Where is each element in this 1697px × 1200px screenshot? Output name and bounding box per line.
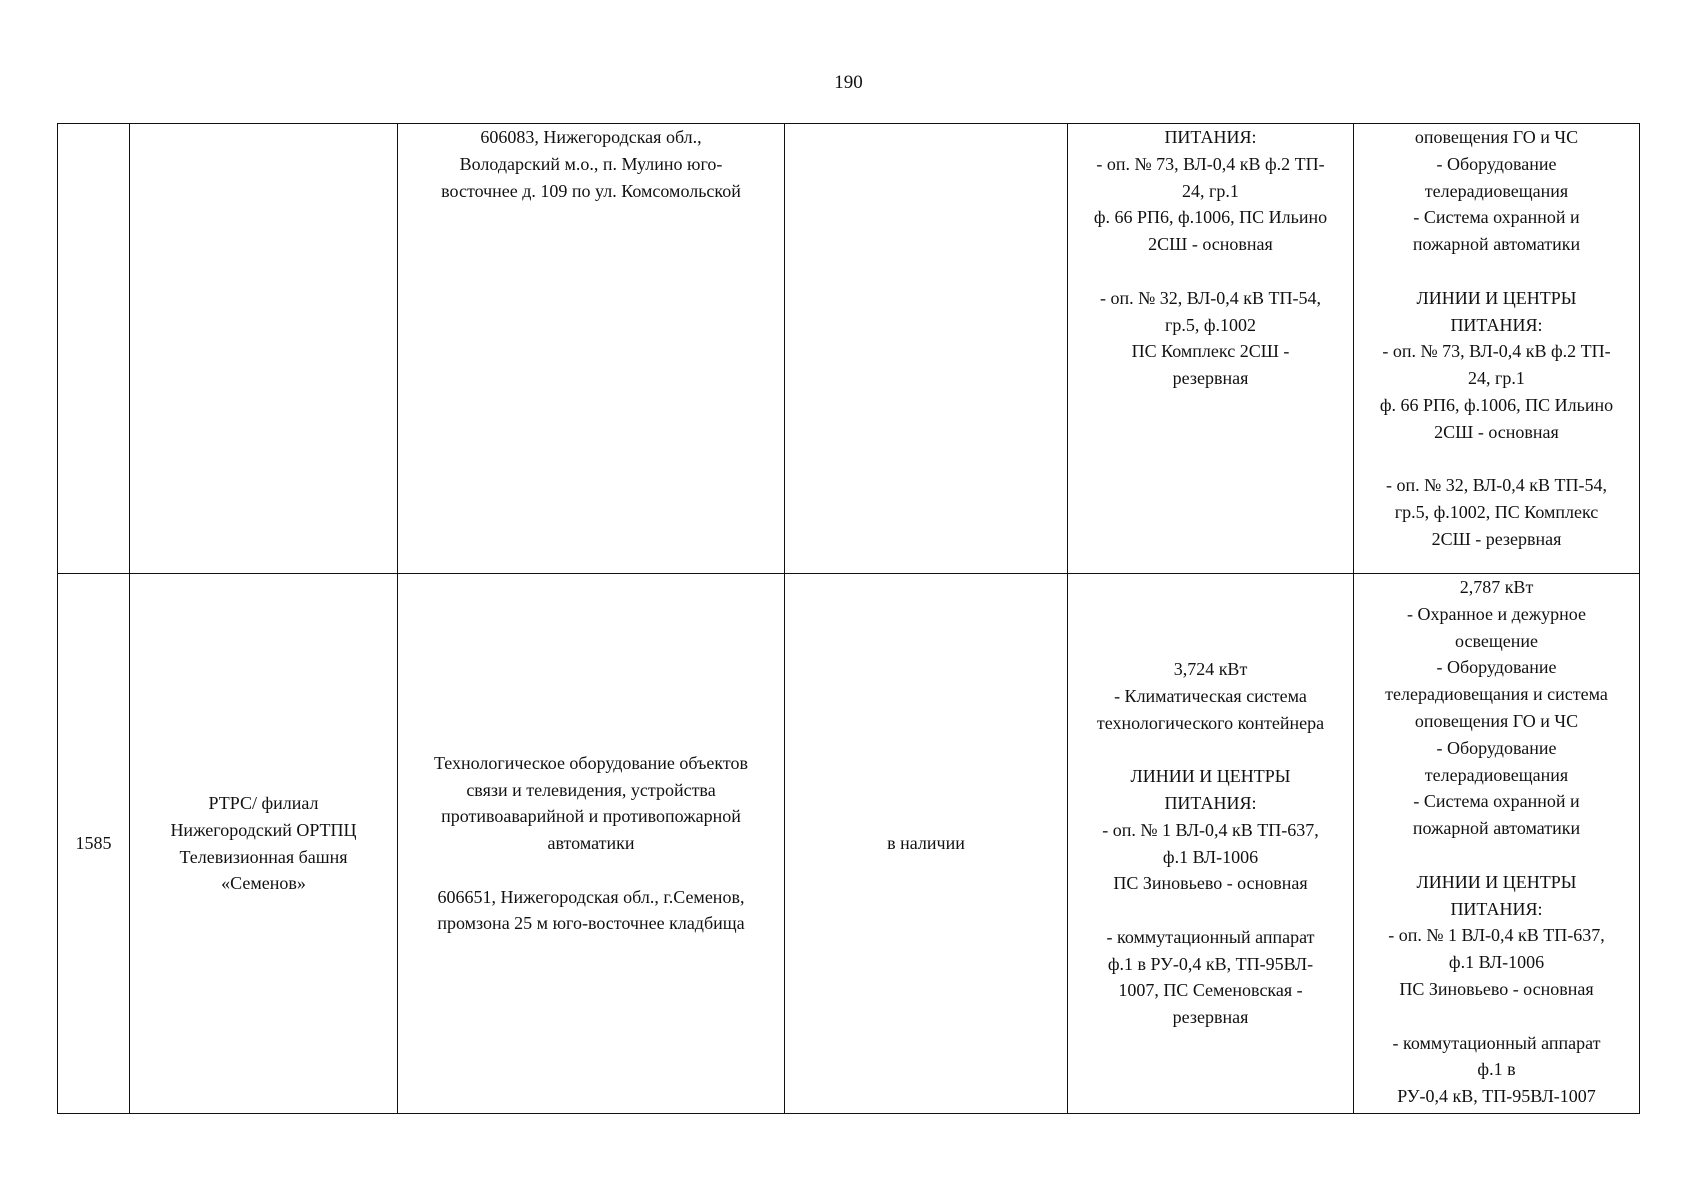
address-line: 606083, Нижегородская обл., [480,127,702,147]
table-row [58,124,1640,574]
power-line: - оп. № 32, ВЛ-0,4 кВ ТП-54, [1385,475,1608,496]
power-line: - оп. № 1 ВЛ-0,4 кВ ТП-637, [1388,925,1605,946]
power-line: гр.5, ф.1002, ПС Комплекс [1394,502,1599,523]
owner-line: Телевизионная башня [179,846,348,867]
owner-line: «Семенов» [221,873,306,894]
document-table [57,123,1640,1114]
owner-line: РТРС/ филиал [208,792,319,813]
power-line: телерадиовещания [1424,764,1569,785]
power-b-cell [1354,124,1640,574]
power-line: пожарной автоматики [1412,234,1581,255]
power-line: - Оборудование [1436,737,1557,758]
power-line: - Оборудование [1436,657,1557,678]
power-line: 2СШ - резервная [1431,528,1562,549]
address-line: восточнее д. 109 по ул. Комсомольской [441,180,741,201]
power-line: - Охранное и дежурное [1406,603,1586,624]
equipment-line: автоматики [547,833,635,854]
power-line: ПС Зиновьево - основная [1113,873,1308,894]
power-line: - оп. № 73, ВЛ-0,4 кВ ф.2 ТП- [1382,341,1611,362]
power-line: ф. 66 РП6, ф.1006, ПС Ильино [1379,394,1614,415]
power-line: 2СШ - основная [1434,421,1559,442]
power-line: ПС Зиновьево - основная [1399,978,1594,999]
power-line: гр.5, ф.1002 [1164,314,1257,335]
power-line: ПИТАНИЯ: [1450,314,1543,335]
power-line: 24, гр.1 [1182,180,1239,201]
power-line: 2СШ - основная [1148,234,1273,255]
power-line: - Система охранной и [1413,207,1580,228]
power-line: ПИТАНИЯ: [1164,792,1257,813]
power-line: пожарной автоматики [1412,818,1581,839]
power-line: - коммутационный аппарат [1392,1032,1601,1053]
equipment-address-cell [398,574,785,1114]
power-line: оповещения ГО и ЧС [1414,127,1579,147]
power-a-cell [1068,574,1354,1114]
power-a-cell [1068,124,1354,574]
equipment-line: противоаварийной и противопожарной [441,806,741,827]
power-line: РУ-0,4 кВ, ТП-95ВЛ-1007 [1397,1086,1596,1107]
status-cell: в наличии [785,574,1068,1114]
power-line: ПИТАНИЯ: [1450,898,1543,919]
power-line: - Система охранной и [1413,791,1580,812]
power-line: ПИТАНИЯ: [1164,127,1257,147]
power-line: - Климатическая система [1114,685,1307,706]
row-number-cell [58,124,130,574]
power-line: ф. 66 РП6, ф.1006, ПС Ильино [1093,207,1328,228]
status-cell [785,124,1068,574]
power-line: 2,787 кВт [1459,577,1534,597]
power-line: освещение [1455,630,1538,651]
row-number-cell: 1585 [58,574,130,1114]
page-number: 190 [834,72,863,93]
power-line: резервная [1172,1007,1249,1028]
power-b-cell [1354,574,1640,1114]
equipment-address-cell [398,124,785,574]
power-line: оповещения ГО и ЧС [1414,710,1579,731]
table-row [58,574,1640,1114]
power-line: ЛИНИИ И ЦЕНТРЫ [1416,871,1577,892]
power-line: ф.1 в РУ-0,4 кВ, ТП-95ВЛ- [1107,953,1314,974]
address-line: промзона 25 м юго-восточнее кладбища [437,913,745,934]
owner-line: Нижегородский ОРТПЦ [170,819,357,840]
power-line: - коммутационный аппарат [1106,926,1315,947]
power-line: 1007, ПС Семеновская - [1118,980,1303,1001]
power-line: - Оборудование [1436,153,1557,174]
power-line: 24, гр.1 [1468,368,1525,389]
address-line: Володарский м.о., п. Мулино юго- [459,153,723,174]
power-line: ф.1 ВЛ-1006 [1162,846,1259,867]
power-line: резервная [1172,368,1249,389]
power-line: технологического контейнера [1096,712,1325,733]
owner-cell [130,574,398,1114]
equipment-line: Технологическое оборудование объектов [433,752,749,773]
equipment-line: связи и телевидения, устройства [466,779,716,800]
power-line: - оп. № 1 ВЛ-0,4 кВ ТП-637, [1102,819,1319,840]
power-line: ЛИНИИ И ЦЕНТРЫ [1130,766,1291,787]
address-line: 606651, Нижегородская обл., г.Семенов, [437,886,745,907]
power-line: - оп. № 73, ВЛ-0,4 кВ ф.2 ТП- [1096,153,1325,174]
power-line: ф.1 ВЛ-1006 [1448,952,1545,973]
power-line: 3,724 кВт [1173,658,1248,679]
power-line: - оп. № 32, ВЛ-0,4 кВ ТП-54, [1099,287,1322,308]
power-line: ЛИНИИ И ЦЕНТРЫ [1416,287,1577,308]
owner-cell [130,124,398,574]
power-line: ф.1 в [1477,1059,1516,1080]
power-line: телерадиовещания [1424,180,1569,201]
power-line: ПС Комплекс 2СШ - [1131,341,1290,362]
power-line: телерадиовещания и система [1385,684,1608,705]
